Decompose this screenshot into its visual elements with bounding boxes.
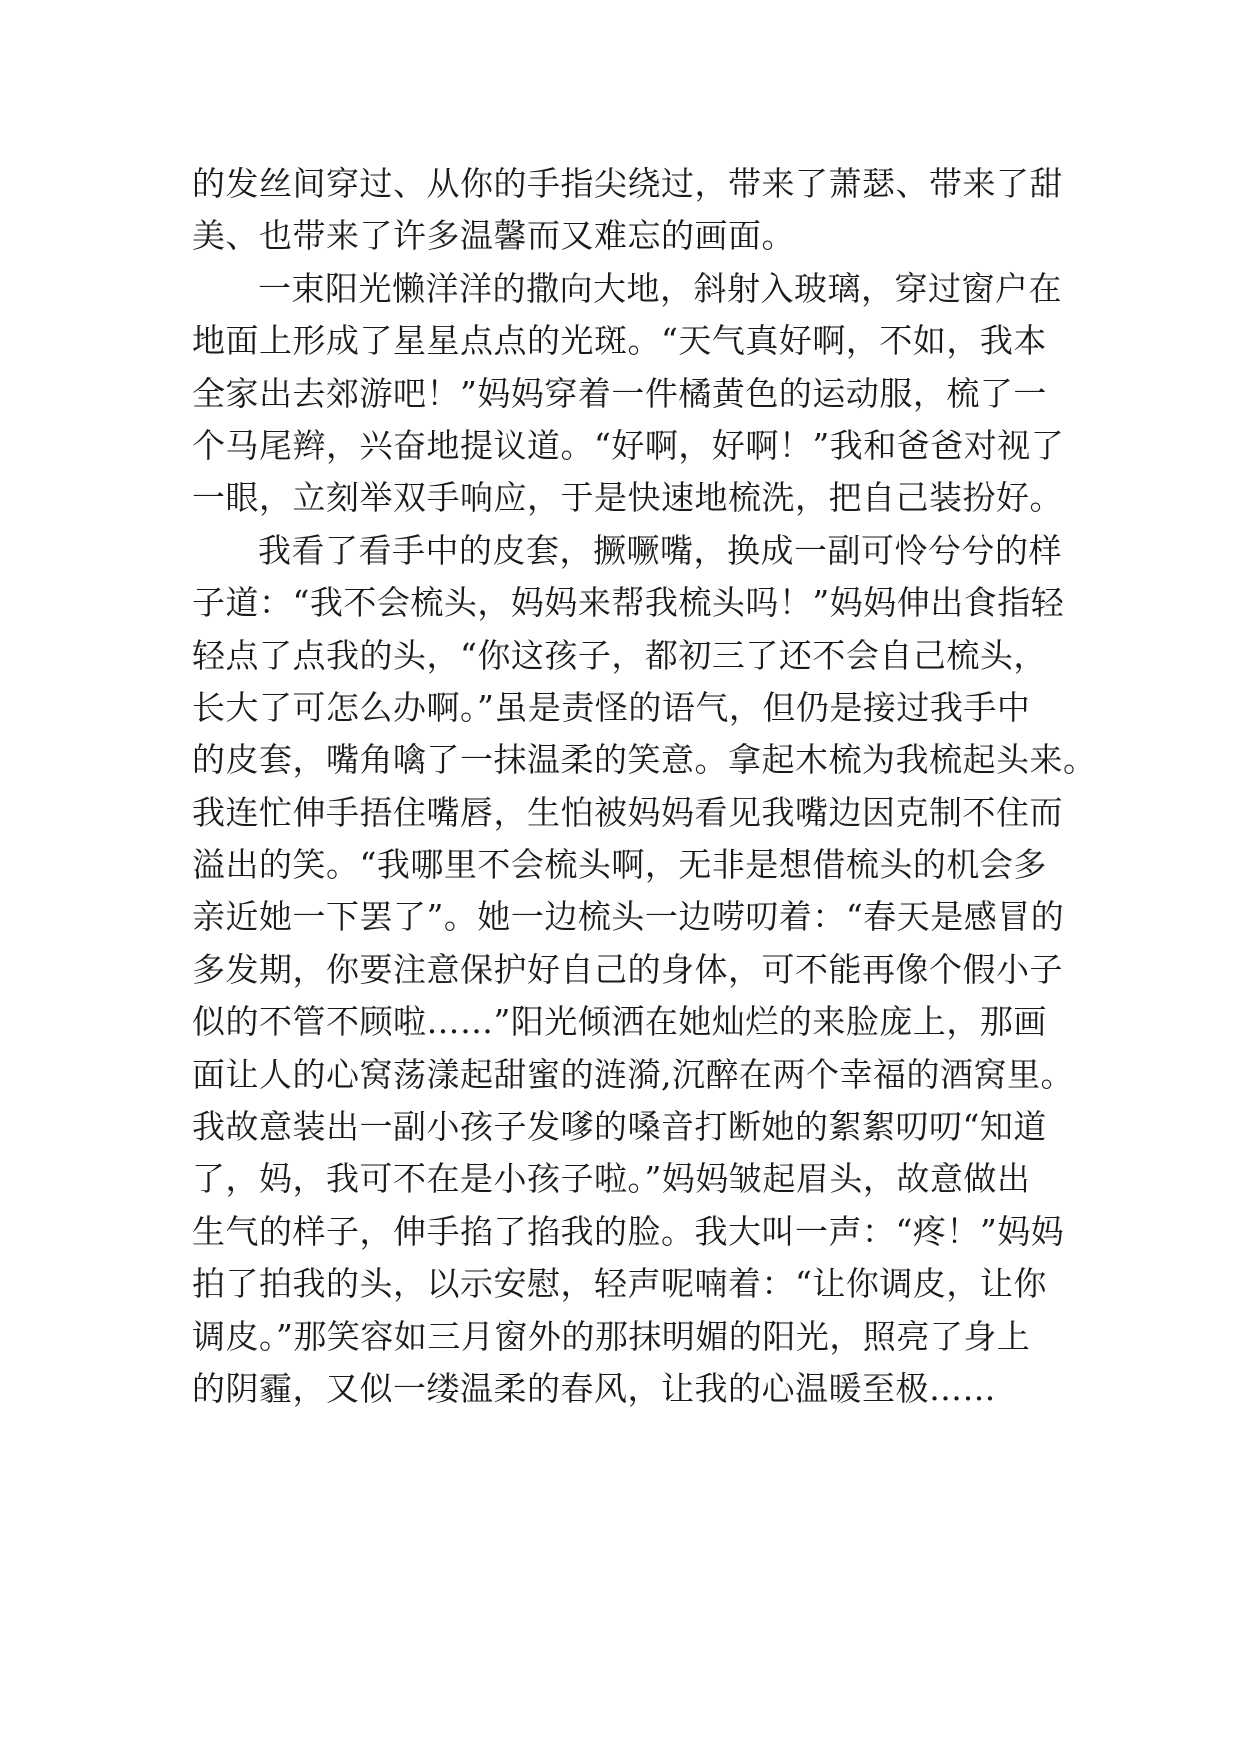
paragraph-first-line: 一束阳光懒洋洋的撒向大地，斜射入玻璃，穿过窗户在 <box>258 268 1062 308</box>
text-line: 生气的样子，伸手掐了掐我的脸。我大叫一声：“疼！”妈妈 <box>192 1211 1065 1251</box>
paragraph-first-line: 我看了看手中的皮套，撅噘嘴，换成一副可怜兮兮的样 <box>258 530 1062 570</box>
text-line: 我连忙伸手捂住嘴唇，生怕被妈妈看见我嘴边因克制不住而 <box>192 792 1063 832</box>
text-line: 长大了可怎么办啊。”虽是责怪的语气，但仍是接过我手中 <box>192 687 1031 727</box>
text-line: 多发期，你要注意保护好自己的身体，可不能再像个假小子 <box>192 949 1063 989</box>
text-line: 亲近她一下罢了”。她一边梳头一边唠叨着：“春天是感冒的 <box>192 897 1065 937</box>
text-line: 拍了拍我的头，以示安慰，轻声呢喃着：“让你调皮，让你 <box>192 1264 1047 1304</box>
text-line: 我故意装出一副小孩子发嗲的嗓音打断她的絮絮叨叨“知道 <box>192 1107 1047 1147</box>
text-line: 一眼，立刻举双手响应，于是快速地梳洗，把自己装扮好。 <box>192 478 1063 518</box>
text-line: 全家出去郊游吧！”妈妈穿着一件橘黄色的运动服，梳了一 <box>192 373 1047 413</box>
text-line: 面让人的心窝荡漾起甜蜜的涟漪,沉醉在两个幸福的酒窝里。 <box>192 1054 1074 1094</box>
text-line: 的阴霾，又似一缕温柔的春风，让我的心温暖至极…… <box>192 1368 996 1408</box>
text-line: 地面上形成了星星点点的光斑。“天气真好啊，不如，我本 <box>192 321 1047 361</box>
text-line: 的皮套，嘴角噙了一抹温柔的笑意。拿起木梳为我梳起头来。 <box>192 740 1097 780</box>
text-line: 调皮。”那笑容如三月窗外的那抹明媚的阳光，照亮了身上 <box>192 1316 1031 1356</box>
text-line: 似的不管不顾啦……”阳光倾洒在她灿烂的来脸庞上，那画 <box>192 1002 1047 1042</box>
text-line: 个马尾辫，兴奋地提议道。“好啊，好啊！”我和爸爸对视了 <box>192 425 1065 465</box>
text-line: 溢出的笑。“我哪里不会梳头啊，无非是想借梳头的机会多 <box>192 845 1047 885</box>
essay-text-block <box>192 158 1097 1415</box>
text-line: 轻点了点我的头，“你这孩子，都初三了还不会自己梳头， <box>192 635 1047 675</box>
text-line: 美、也带来了许多温馨而又难忘的画面。 <box>192 216 795 256</box>
text-line: 了，妈，我可不在是小孩子啦。”妈妈皱起眉头，故意做出 <box>192 1159 1031 1199</box>
text-line: 子道：“我不会梳头，妈妈来帮我梳头吗！”妈妈伸出食指轻 <box>192 583 1065 623</box>
text-line: 的发丝间穿过、从你的手指尖绕过，带来了萧瑟、带来了甜 <box>192 164 1063 203</box>
